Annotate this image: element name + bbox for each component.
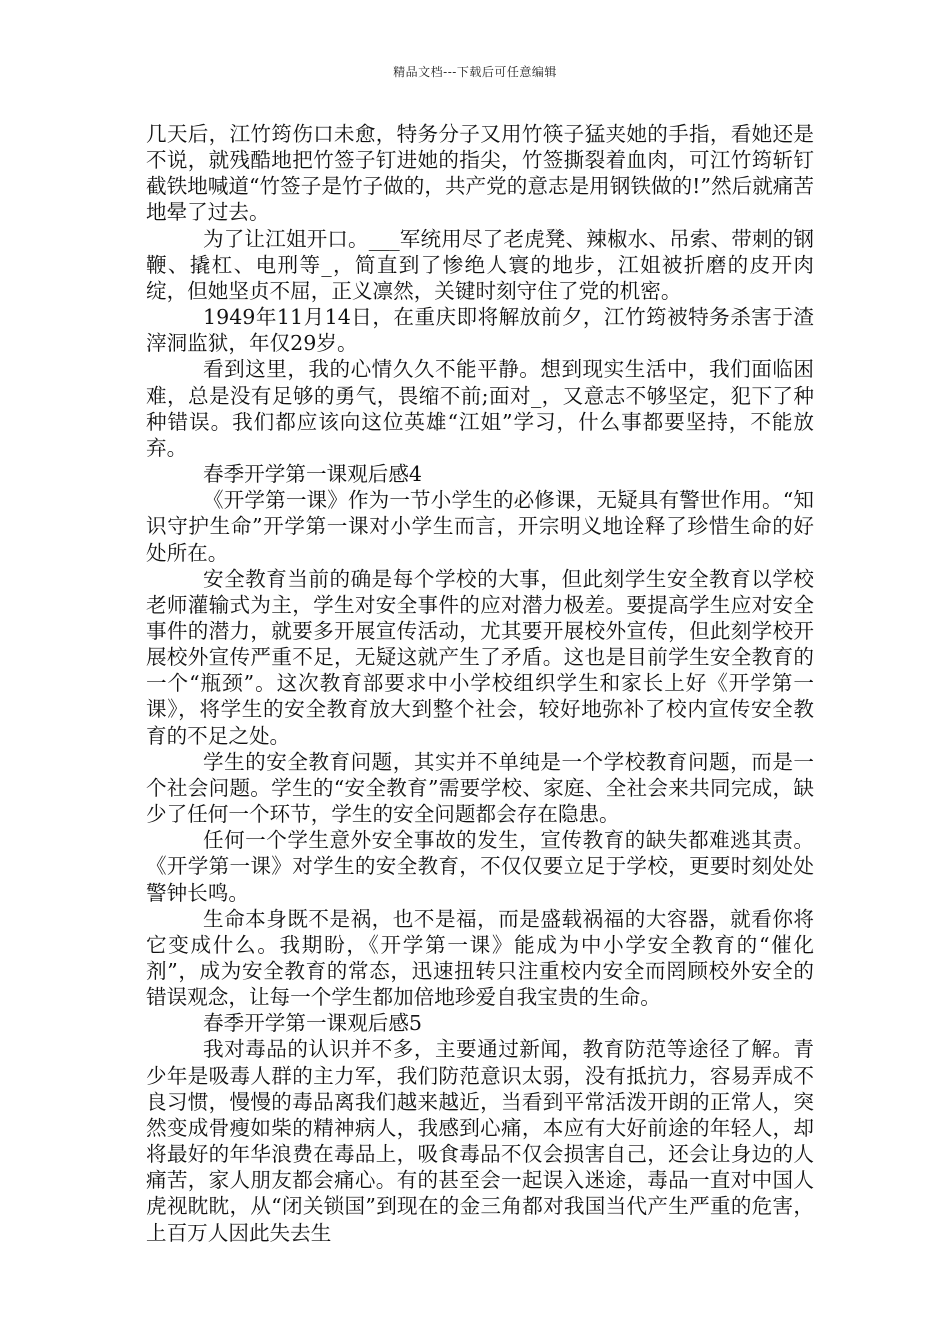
paragraph-2: 为了让江姐开口。___军统用尽了老虎凳、辣椒水、吊索、带刺的钢鞭、撬杠、电刑等_，简直到了惨绝人寰的地步，江姐被折磨的皮开肉绽，但她坚贞不屈，正义凛然，关键时刻守住了党的机密。 <box>146 226 814 303</box>
document-body <box>146 121 814 1246</box>
paragraph-6: 安全教育当前的确是每个学校的大事，但此刻学生安全教育以学校老师灌输式为主，学生对安全事件的应对潜力极差。要提高学生应对安全事件的潜力，就要多开展宣传活动，尤其要开展校外宣传，但此刻学校开展校外宣传严重不足，无疑这就产生了矛盾。这也是目前学生安全教育的一个“瓶颈”。这次教育部要求中小学校组织学生和家长上好《开学第一课》，将学生的安全教育放大到整个社会，较好地弥补了校内宣传安全教育的不足之处。 <box>146 566 814 748</box>
paragraph-10: 我对毒品的认识并不多，主要通过新闻，教育防范等途径了解。青少年是吸毒人群的主力军，我们防范意识太弱，没有抵抗力，容易弄成不良习惯，慢慢的毒品离我们越来越近，当看到平常活泼开朗的正常人，突然变成骨瘦如柴的精神病人，我感到心痛，本应有大好前途的年轻人，却将最好的年华浪费在毒品上，吸食毒品不仅会损害自己，还会让身边的人痛苦，家人朋友都会痛心。有的甚至会一起误入迷途，毒品一直对中国人虎视眈眈，从“闭关锁国”到现在的金三角都对我国当代产生严重的危害，上百万人因此失去生 <box>146 1037 814 1245</box>
paragraph-3: 1949年11月14日，在重庆即将解放前夕，江竹筠被特务杀害于渣滓洞监狱，年仅29岁。 <box>146 305 814 356</box>
page-header: 精品文档---下载后可任意编辑 <box>393 65 557 79</box>
paragraph-8: 任何一个学生意外安全事故的发生，宣传教育的缺失都难逃其责。《开学第一课》对学生的安全教育，不仅仅要立足于学校，更要时刻处处警钟长鸣。 <box>146 828 814 905</box>
section-heading-4: 春季开学第一课观后感4 <box>203 462 423 487</box>
paragraph-9: 生命本身既不是祸，也不是福，而是盛载祸福的大容器，就看你将它变成什么。我期盼，《开学第一课》能成为中小学安全教育的“催化剂”，成为安全教育的常态，迅速扭转只注重校内安全而罔顾校外安全的错误观念，让每一个学生都加倍地珍爱自我宝贵的生命。 <box>146 906 814 1010</box>
paragraph-7: 学生的安全教育问题，其实并不单纯是一个学校教育问题，而是一个社会问题。学生的“安全教育”需要学校、家庭、全社会来共同完成，缺少了任何一个环节，学生的安全问题都会存在隐患。 <box>146 749 814 827</box>
paragraph-4: 看到这里，我的心情久久不能平静。想到现实生活中，我们面临困难，总是没有足够的勇气，畏缩不前;面对_，又意志不够坚定，犯下了种种错误。我们都应该向这位英雄“江姐”学习，什么事都要坚持，不能放弃。 <box>146 357 814 460</box>
section-heading-5: 春季开学第一课观后感5 <box>203 1011 423 1036</box>
paragraph-5: 《开学第一课》作为一节小学生的必修课，无疑具有警世作用。“知识守护生命”开学第一课对小学生而言，开宗明义地诠释了珍惜生命的好处所在。 <box>146 488 814 565</box>
paragraph-1: 几天后，江竹筠伤口未愈，特务分子又用竹筷子猛夹她的手指，看她还是不说，就残酷地把竹签子钉进她的指尖，竹签撕裂着血肉，可江竹筠斩钉截铁地喊道“竹签子是竹子做的，共产党的意志是用钢铁做的!”然后就痛苦地晕了过去。 <box>146 122 814 225</box>
